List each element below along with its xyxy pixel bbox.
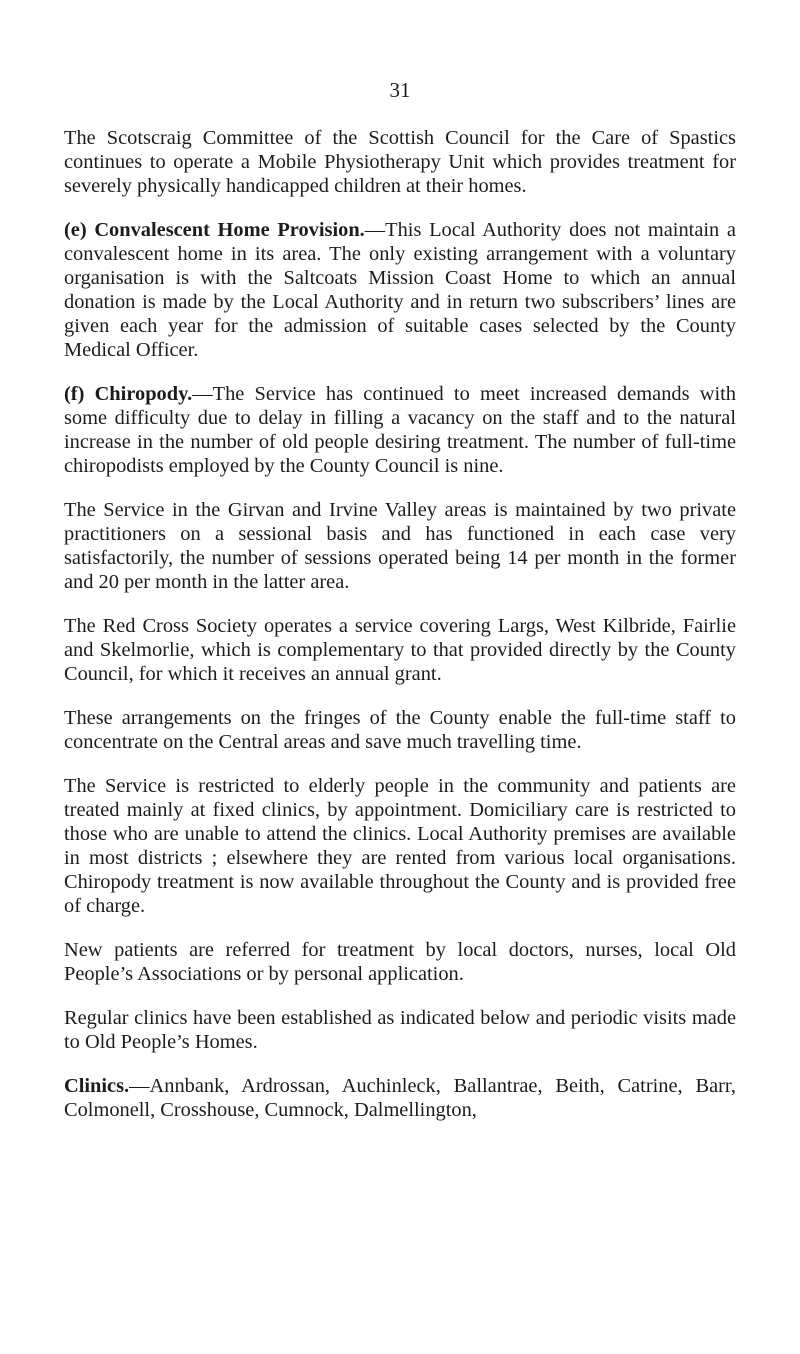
chiropody-body: —The Service has continued to meet increased demands with some difficulty due to delay in filling a vacancy on the staff and to the natural increase in the number of old people desiring treatment. The number of full-time chiropodists employed by the County Council is nine. [64, 383, 737, 477]
paragraph-girvan: The Service in the Girvan and Irvine Valley areas is maintained by two private practitioners on a sessional basis and has functioned in each case very satisfactorily, the number of sessions operated being 14 per month in the former and 20 per month in the latter area. [64, 499, 736, 593]
paragraph-convalescent [64, 218, 736, 362]
paragraph-red-cross: The Red Cross Society operates a service covering Largs, West Kilbride, Fairlie and Skelmorlie, which is complementary to that provided directly by the County Council, for which it receives an annual grant. [64, 615, 736, 685]
paragraph-regular-clinics: Regular clinics have been established as indicated below and periodic visits made to Old People’s Homes. [64, 1007, 736, 1053]
clinics-body: —Annbank, Ardrossan, Auchinleck, Ballantrae, Beith, Catrine, Barr, Colmonell, Crosshouse, Cumnock, Dalmellington, [64, 1075, 736, 1121]
convalescent-body: —This Local Authority does not maintain a convalescent home in its area. The only existing arrangement with a voluntary organisation is with the Saltcoats Mission Coast Home to which an annual donation is made by the Local Authority and in return two subscribers’ lines are given each year for the admission of suitable cases selected by the County Medical Officer. [64, 219, 736, 361]
paragraph-fringes: These arrangements on the fringes of the County enable the full-time staff to concentrate on the Central areas and save much travelling time. [64, 707, 736, 753]
paragraph-spastics: The Scotscraig Committee of the Scottish Council for the Care of Spastics continues to operate a Mobile Physiotherapy Unit which provides treatment for severely physically handicapped children at their homes. [64, 127, 736, 197]
convalescent-heading: (e) Convalescent Home Provision. [64, 219, 365, 241]
paragraph-restricted: The Service is restricted to elderly people in the community and patients are treated mainly at fixed clinics, by appointment. Domiciliary care is restricted to those who are unable to attend the clinics. Local Authority premises are available in most districts ; elsewhere they are rented from various local organisations. Chiropody treatment is now available throughout the County and is provided free of charge. [64, 775, 736, 917]
page-number: 31 [389, 78, 411, 102]
paragraph-chiropody [64, 382, 736, 478]
document-body [64, 126, 736, 1122]
clinics-heading: Clinics. [64, 1075, 130, 1097]
chiropody-heading: (f) Chiropody. [64, 383, 193, 405]
paragraph-referrals: New patients are referred for treatment by local doctors, nurses, local Old People’s Associations or by personal application. [64, 939, 736, 985]
paragraph-clinics [64, 1074, 736, 1122]
